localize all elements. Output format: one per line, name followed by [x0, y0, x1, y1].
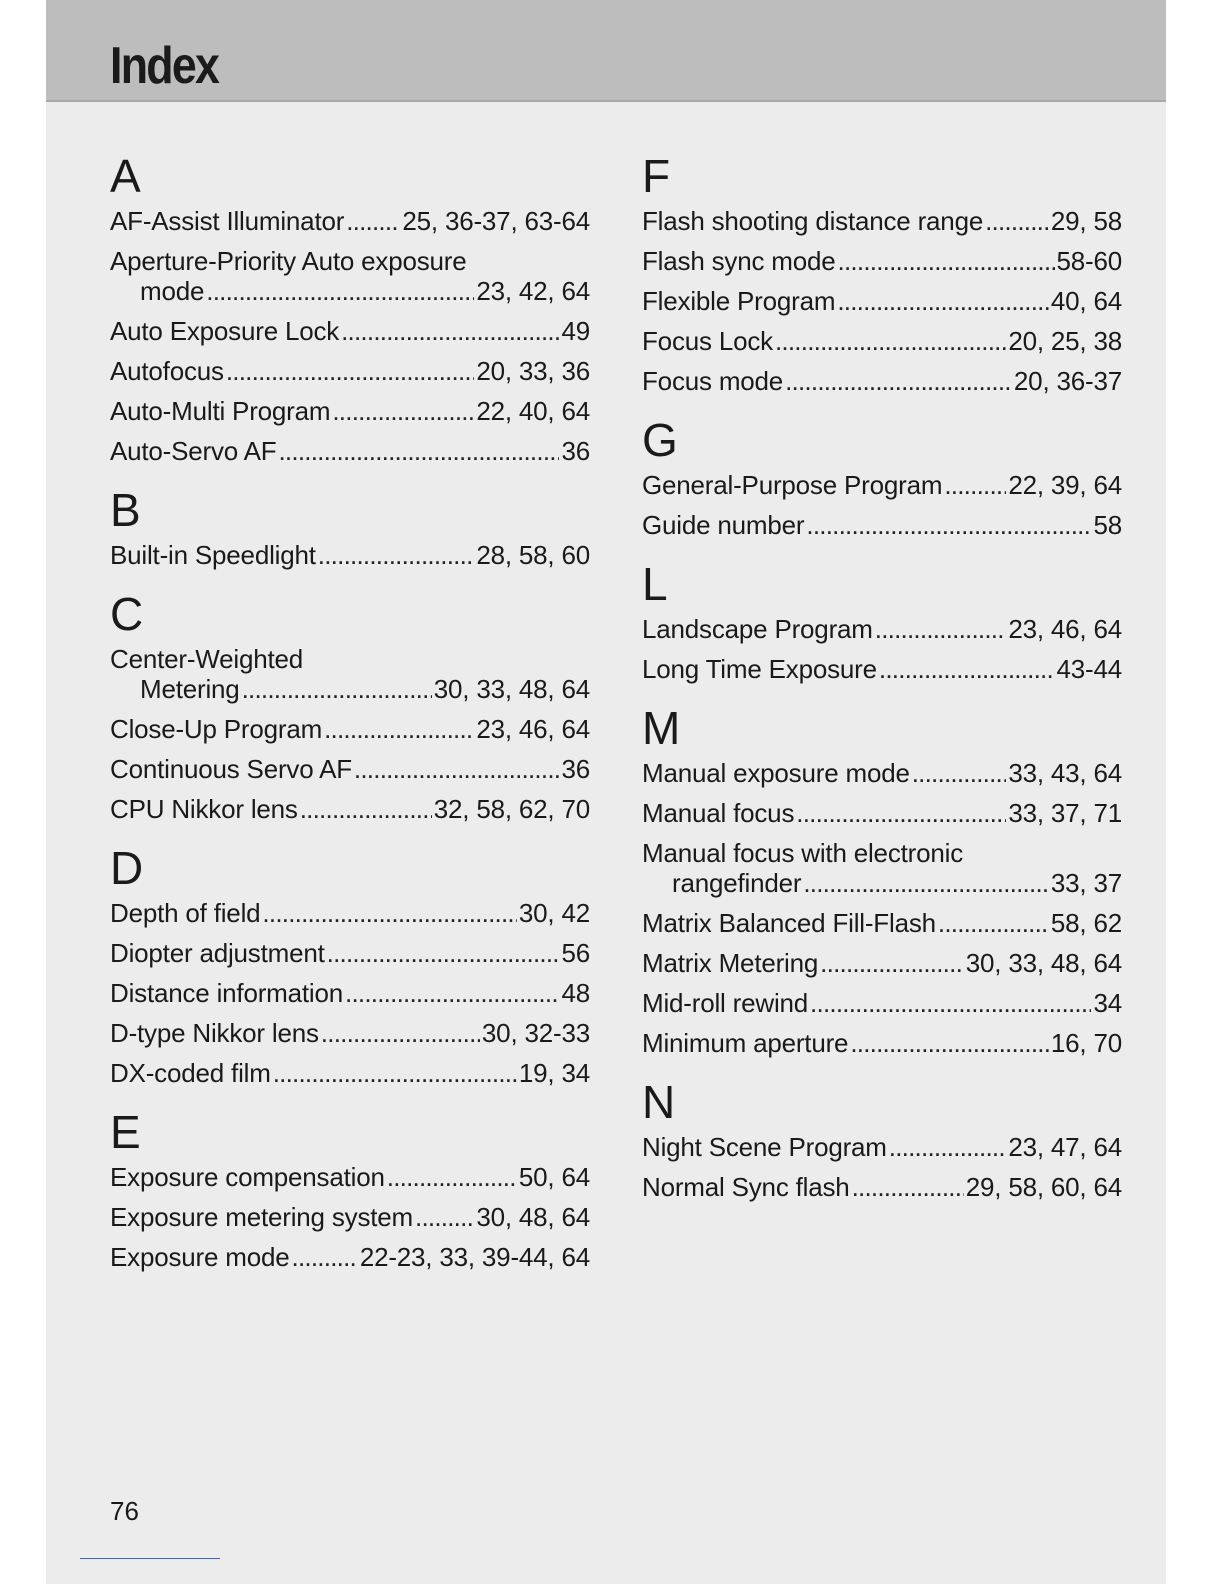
index-entry — [642, 838, 1122, 898]
entry-term: Focus mode — [642, 366, 784, 396]
entry-term: Manual exposure mode — [642, 758, 910, 788]
entry-term: Exposure metering system — [110, 1202, 413, 1232]
entry-row — [110, 714, 590, 744]
entry-row — [642, 206, 1122, 236]
leader-dots — [300, 794, 432, 824]
leader-dots — [318, 540, 475, 570]
entry-term: Exposure compensation — [110, 1162, 385, 1192]
index-entry — [110, 714, 590, 744]
index-section-n — [642, 1072, 1122, 1202]
section-letter: A — [110, 150, 141, 202]
index-entry — [110, 540, 590, 570]
header-band — [46, 0, 1166, 102]
leader-dots — [273, 1058, 517, 1088]
entry-pages: 20, 36-37 — [1013, 366, 1122, 396]
footer-link-rule — [80, 1558, 220, 1559]
entry-pages: 22, 40, 64 — [476, 396, 590, 426]
entry-row — [642, 1132, 1122, 1162]
entry-pages: 30, 48, 64 — [476, 1202, 590, 1232]
entry-pages: 28, 58, 60 — [476, 540, 590, 570]
entry-term: Night Scene Program — [642, 1132, 887, 1162]
index-section-a — [110, 146, 590, 466]
page-title: Index — [110, 37, 219, 95]
index-entry — [110, 1242, 590, 1272]
entry-term: Close-Up Program — [110, 714, 323, 744]
index-entry — [642, 948, 1122, 978]
entry-pages: 40, 64 — [1050, 286, 1122, 316]
entry-term: Matrix Metering — [642, 948, 819, 978]
entry-row — [110, 276, 590, 306]
section-letter: G — [642, 414, 678, 466]
entry-row — [642, 510, 1122, 540]
entry-pages: 22-23, 33, 39-44, 64 — [359, 1242, 590, 1272]
entry-pages: 30, 42 — [518, 898, 590, 928]
leader-dots — [775, 326, 1006, 356]
index-entry — [642, 286, 1122, 316]
entry-term: Normal Sync flash — [642, 1172, 850, 1202]
right-column — [642, 146, 1122, 1216]
leader-dots — [278, 436, 559, 466]
index-entry — [642, 654, 1122, 684]
index-entry — [110, 1162, 590, 1192]
entry-term: Diopter adjustment — [110, 938, 325, 968]
entry-term: Auto Exposure Lock — [110, 316, 340, 346]
entry-term: Landscape Program — [642, 614, 873, 644]
index-entry — [110, 316, 590, 346]
leader-dots — [327, 938, 560, 968]
entry-pages: 30, 33, 48, 64 — [965, 948, 1122, 978]
index-entry — [110, 206, 590, 236]
entry-row — [110, 938, 590, 968]
leader-dots — [938, 908, 1049, 938]
entry-pages: 43-44 — [1056, 654, 1122, 684]
entry-pages: 19, 34 — [518, 1058, 590, 1088]
entry-pages: 34 — [1093, 988, 1122, 1018]
entry-pages: 22, 39, 64 — [1008, 470, 1122, 500]
entry-pages: 29, 58, 60, 64 — [965, 1172, 1122, 1202]
leader-dots — [803, 868, 1049, 898]
entry-row — [110, 436, 590, 466]
index-section-b — [110, 480, 590, 570]
section-letter: D — [110, 842, 144, 894]
index-section-l — [642, 554, 1122, 684]
index-entry — [642, 246, 1122, 276]
leader-dots — [879, 654, 1055, 684]
entry-row — [642, 798, 1122, 828]
entry-term: AF-Assist Illuminator — [110, 206, 345, 236]
index-entry — [110, 436, 590, 466]
index-section-e — [110, 1102, 590, 1272]
index-section-g — [642, 410, 1122, 540]
leader-dots — [889, 1132, 1007, 1162]
leader-dots — [944, 470, 1006, 500]
leader-dots — [806, 510, 1091, 540]
entry-row — [110, 674, 590, 704]
entry-row — [110, 754, 590, 784]
entry-pages: 23, 47, 64 — [1008, 1132, 1122, 1162]
entry-pages: 33, 37 — [1050, 868, 1122, 898]
entry-pages: 23, 46, 64 — [1008, 614, 1122, 644]
entry-row — [110, 794, 590, 824]
page-number: 76 — [110, 1496, 139, 1526]
entry-pages: 33, 37, 71 — [1008, 798, 1122, 828]
entry-pages: 16, 70 — [1050, 1028, 1122, 1058]
section-letter: M — [642, 702, 681, 754]
index-entry — [110, 246, 590, 306]
index-section-d — [110, 838, 590, 1088]
entry-row — [642, 948, 1122, 978]
entry-pages: 48 — [561, 978, 590, 1008]
entry-row — [642, 654, 1122, 684]
entry-pages: 58, 62 — [1050, 908, 1122, 938]
entry-term: Depth of field — [110, 898, 261, 928]
entry-term: Focus Lock — [642, 326, 773, 356]
leader-dots — [292, 1242, 358, 1272]
leader-dots — [345, 978, 559, 1008]
leader-dots — [875, 614, 1007, 644]
entry-pages: 29, 58 — [1050, 206, 1122, 236]
leader-dots — [985, 206, 1049, 236]
leader-dots — [415, 1202, 474, 1232]
entry-term: Manual focus — [642, 798, 795, 828]
index-entry — [642, 510, 1122, 540]
leader-dots — [226, 356, 475, 386]
entry-term: Flash shooting distance range — [642, 206, 984, 236]
leader-dots — [341, 316, 559, 346]
entry-pages: 23, 46, 64 — [476, 714, 590, 744]
entry-row — [642, 246, 1122, 276]
leader-dots — [838, 246, 1055, 276]
entry-term-continued: mode — [140, 276, 205, 306]
section-letter: C — [110, 588, 144, 640]
leader-dots — [242, 674, 432, 704]
section-letter: L — [642, 558, 668, 610]
entry-row — [642, 908, 1122, 938]
index-section-f — [642, 146, 1122, 396]
leader-dots — [796, 798, 1006, 828]
leader-dots — [912, 758, 1007, 788]
entry-term: Mid-roll rewind — [642, 988, 809, 1018]
entry-row — [642, 1172, 1122, 1202]
index-entry — [110, 938, 590, 968]
entry-term: Matrix Balanced Fill-Flash — [642, 908, 936, 938]
entry-term: Flash sync mode — [642, 246, 836, 276]
entry-term: Continuous Servo AF — [110, 754, 352, 784]
entry-row — [110, 540, 590, 570]
leader-dots — [852, 1172, 964, 1202]
entry-row — [110, 206, 590, 236]
index-entry — [110, 356, 590, 386]
leader-dots — [346, 206, 400, 236]
index-entry — [110, 1018, 590, 1048]
leader-dots — [321, 1018, 480, 1048]
entry-term: Distance information — [110, 978, 343, 1008]
entry-pages: 36 — [561, 436, 590, 466]
entry-term: Guide number — [642, 510, 805, 540]
entry-row — [642, 614, 1122, 644]
entry-term: Minimum aperture — [642, 1028, 849, 1058]
entry-term: DX-coded film — [110, 1058, 271, 1088]
index-entry — [110, 1202, 590, 1232]
index-entry — [110, 644, 590, 704]
index-entry — [110, 898, 590, 928]
leader-dots — [785, 366, 1012, 396]
leader-dots — [387, 1162, 517, 1192]
entry-row — [110, 1242, 590, 1272]
entry-row — [110, 316, 590, 346]
index-entry — [642, 326, 1122, 356]
entry-pages: 58-60 — [1056, 246, 1122, 276]
entry-pages: 30, 32-33 — [481, 1018, 590, 1048]
entry-term: Center-Weighted — [110, 644, 304, 674]
section-letter: E — [110, 1106, 141, 1158]
index-entry — [642, 908, 1122, 938]
entry-term: Autofocus — [110, 356, 224, 386]
entry-term: Built-in Speedlight — [110, 540, 316, 570]
entry-row — [110, 1162, 590, 1192]
index-entry — [110, 978, 590, 1008]
index-entry — [110, 396, 590, 426]
leader-dots — [820, 948, 964, 978]
entry-pages: 33, 43, 64 — [1008, 758, 1122, 788]
entry-pages: 23, 42, 64 — [476, 276, 590, 306]
section-letter: B — [110, 484, 141, 536]
leader-dots — [850, 1028, 1049, 1058]
index-entry — [642, 614, 1122, 644]
index-entry — [642, 798, 1122, 828]
entry-row — [110, 898, 590, 928]
entry-term: Auto-Multi Program — [110, 396, 331, 426]
leader-dots — [354, 754, 560, 784]
entry-pages: 20, 25, 38 — [1008, 326, 1122, 356]
index-entry — [110, 1058, 590, 1088]
entry-row — [110, 396, 590, 426]
index-section-c — [110, 584, 590, 824]
index-entry — [110, 754, 590, 784]
entry-term: Exposure mode — [110, 1242, 290, 1272]
section-letter: F — [642, 150, 671, 202]
index-entry — [110, 794, 590, 824]
entry-term-continued: rangefinder — [672, 868, 802, 898]
leader-dots — [206, 276, 474, 306]
entry-term: Aperture-Priority Auto exposure — [110, 246, 467, 276]
left-column — [110, 146, 590, 1286]
entry-term: D-type Nikkor lens — [110, 1018, 319, 1048]
entry-pages: 58 — [1093, 510, 1122, 540]
entry-row — [642, 868, 1122, 898]
entry-row — [642, 366, 1122, 396]
leader-dots — [332, 396, 474, 426]
entry-row — [642, 326, 1122, 356]
entry-pages: 32, 58, 62, 70 — [433, 794, 590, 824]
index-section-m — [642, 698, 1122, 1058]
index-entry — [642, 1172, 1122, 1202]
entry-row — [642, 988, 1122, 1018]
index-page — [46, 0, 1166, 1584]
leader-dots — [837, 286, 1049, 316]
index-entry — [642, 1132, 1122, 1162]
index-entry — [642, 206, 1122, 236]
index-entry — [642, 470, 1122, 500]
entry-row — [110, 1058, 590, 1088]
entry-term-continued: Metering — [140, 674, 240, 704]
entry-row — [642, 470, 1122, 500]
entry-pages: 50, 64 — [518, 1162, 590, 1192]
entry-pages: 36 — [561, 754, 590, 784]
entry-row — [110, 978, 590, 1008]
leader-dots — [262, 898, 516, 928]
entry-row — [642, 758, 1122, 788]
index-entry — [642, 1028, 1122, 1058]
entry-pages: 25, 36-37, 63-64 — [402, 206, 590, 236]
entry-term: Long Time Exposure — [642, 654, 877, 684]
entry-term: Manual focus with electronic — [642, 838, 963, 868]
index-entry — [642, 758, 1122, 788]
entry-term: Flexible Program — [642, 286, 836, 316]
entry-row — [642, 1028, 1122, 1058]
leader-dots — [324, 714, 474, 744]
entry-pages: 56 — [561, 938, 590, 968]
index-entry — [642, 988, 1122, 1018]
index-entry — [642, 366, 1122, 396]
entry-term: CPU Nikkor lens — [110, 794, 298, 824]
entry-term: Auto-Servo AF — [110, 436, 277, 466]
entry-row — [110, 356, 590, 386]
entry-pages: 49 — [561, 316, 590, 346]
entry-pages: 20, 33, 36 — [476, 356, 590, 386]
section-letter: N — [642, 1076, 676, 1128]
entry-row — [110, 1018, 590, 1048]
entry-row — [110, 1202, 590, 1232]
leader-dots — [810, 988, 1091, 1018]
entry-term: General-Purpose Program — [642, 470, 943, 500]
entry-row — [642, 286, 1122, 316]
entry-pages: 30, 33, 48, 64 — [433, 674, 590, 704]
